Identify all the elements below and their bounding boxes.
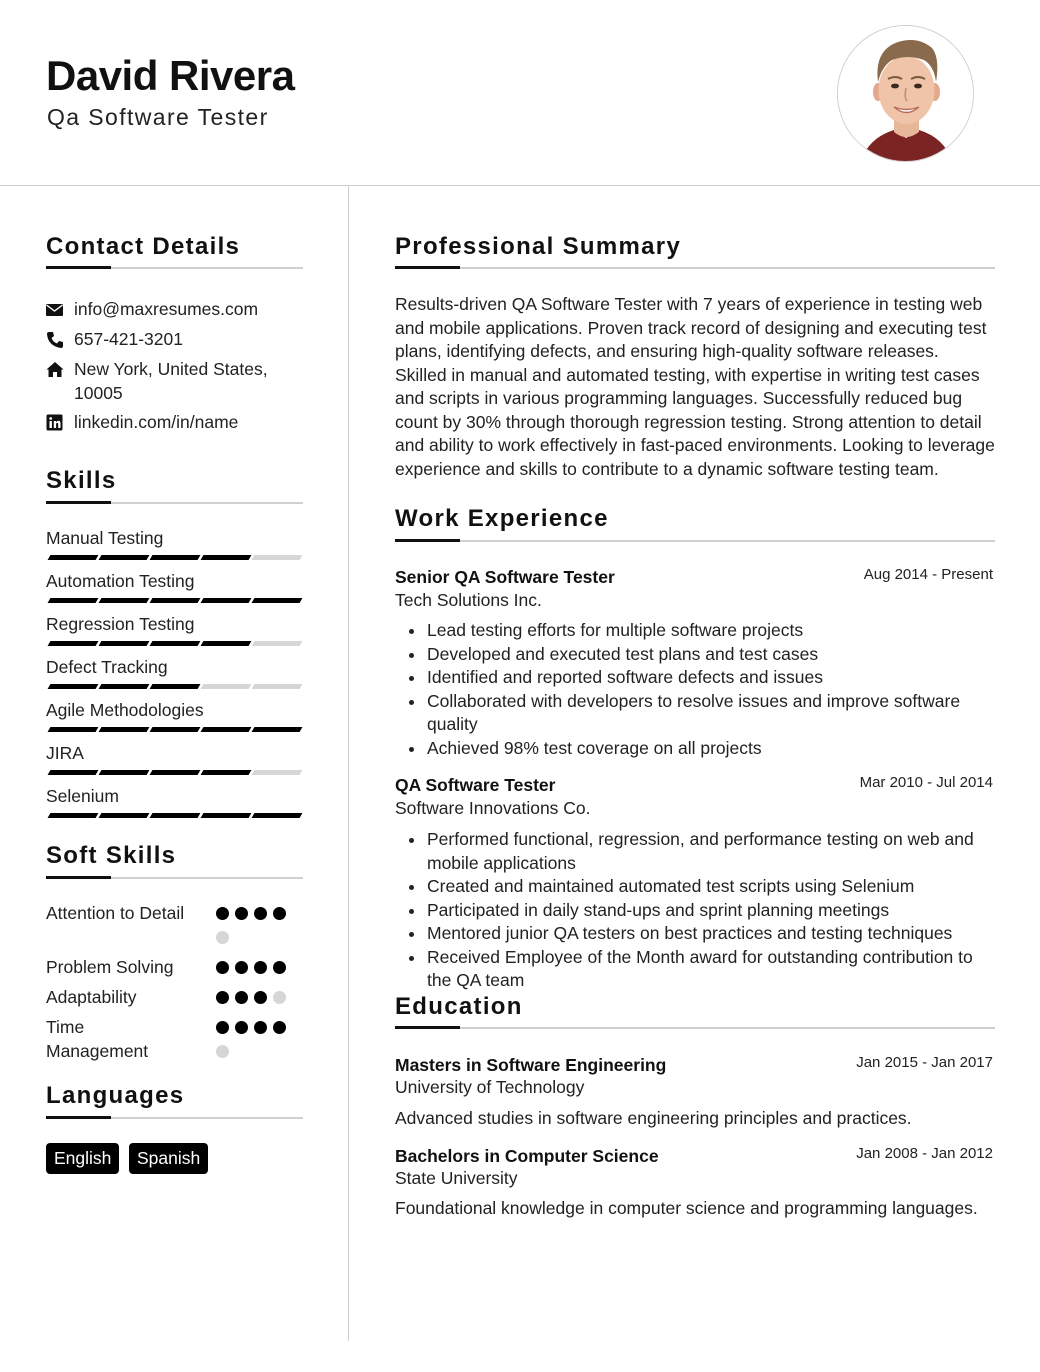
skill-label: Agile Methodologies xyxy=(46,700,204,720)
languages-heading: Languages xyxy=(46,1082,185,1109)
skill-item xyxy=(46,742,302,764)
skill-level-segment xyxy=(150,555,201,560)
skill-level-bar xyxy=(46,641,302,646)
candidate-name: David Rivera xyxy=(46,52,295,99)
rating-dot xyxy=(216,907,229,920)
job-dates: Mar 2010 - Jul 2014 xyxy=(859,774,993,791)
soft-skills-heading: Soft Skills xyxy=(46,842,177,869)
language-badge-english: English xyxy=(46,1143,119,1174)
degree-description: Advanced studies in software engineering principles and practices. xyxy=(395,1108,912,1128)
skill-level-segment xyxy=(99,727,150,732)
skill-level-segment xyxy=(150,813,201,818)
degree-dates: Jan 2015 - Jan 2017 xyxy=(856,1054,993,1071)
skill-level-segment xyxy=(201,555,252,560)
skill-level-segment xyxy=(99,770,150,775)
skill-level-bar xyxy=(46,684,302,689)
job-title: Senior QA Software Tester xyxy=(395,567,615,587)
skill-level-segment xyxy=(201,598,252,603)
skill-level-segment xyxy=(150,641,201,646)
rating-dot xyxy=(216,1021,229,1034)
skill-label: Selenium xyxy=(46,786,119,806)
list-item: Lead testing efforts for multiple software projects xyxy=(395,619,995,643)
list-item: Achieved 98% test coverage on all projects xyxy=(395,737,995,761)
skill-level-segment xyxy=(201,727,252,732)
skill-item xyxy=(46,656,302,678)
skill-label: Regression Testing xyxy=(46,614,195,634)
contact-linkedin-text: linkedin.com/in/name xyxy=(74,412,239,432)
skill-level-bar xyxy=(46,598,302,603)
school-name: University of Technology xyxy=(395,1077,585,1097)
job-bullets xyxy=(395,619,995,760)
list-item: Received Employee of the Month award for outstanding contribution to the QA team xyxy=(395,946,995,993)
skill-level-segment xyxy=(201,684,252,689)
rating-dot xyxy=(254,991,267,1004)
rating-dot xyxy=(235,907,248,920)
summary-heading-rule xyxy=(395,267,995,269)
job-company: Tech Solutions Inc. xyxy=(395,590,542,610)
skill-level-segment xyxy=(48,770,99,775)
rating-dot xyxy=(254,907,267,920)
soft-skill-label: Time Management xyxy=(46,1017,149,1061)
soft-skill-label: Adaptability xyxy=(46,987,137,1007)
skill-level-segment xyxy=(48,598,99,603)
rating-dot xyxy=(216,991,229,1004)
rating-dot xyxy=(254,961,267,974)
skill-level-segment xyxy=(99,813,150,818)
skill-level-segment xyxy=(150,684,201,689)
list-item: Collaborated with developers to resolve issues and improve software quality xyxy=(395,690,995,737)
summary-heading: Professional Summary xyxy=(395,233,682,260)
rating-dot xyxy=(273,961,286,974)
skill-item xyxy=(46,613,302,635)
rating-dot xyxy=(216,931,229,944)
experience-heading: Work Experience xyxy=(395,505,609,532)
rating-dot xyxy=(235,991,248,1004)
profile-photo xyxy=(837,25,974,162)
skill-level-segment xyxy=(252,684,303,689)
rating-dot xyxy=(273,991,286,1004)
list-item: Created and maintained automated test scripts using Selenium xyxy=(395,875,995,899)
job-bullets xyxy=(395,828,995,993)
column-divider xyxy=(348,186,349,1341)
language-badge-spanish: Spanish xyxy=(129,1143,208,1174)
job-dates: Aug 2014 - Present xyxy=(863,566,993,583)
candidate-title: Qa Software Tester xyxy=(47,104,269,130)
skill-label: Defect Tracking xyxy=(46,657,168,677)
rating-dot xyxy=(273,907,286,920)
skill-level-segment xyxy=(252,770,303,775)
skill-level-segment xyxy=(252,813,303,818)
skill-level-bar xyxy=(46,813,302,818)
soft-skill-label: Attention to Detail xyxy=(46,903,185,923)
skill-level-segment xyxy=(252,727,303,732)
resume-header xyxy=(0,0,1040,186)
experience-heading-rule xyxy=(395,540,995,542)
skill-label: Manual Testing xyxy=(46,528,164,548)
rating-dot xyxy=(216,1045,229,1058)
skill-level-segment xyxy=(48,684,99,689)
skill-level-segment xyxy=(48,813,99,818)
skill-level-bar xyxy=(46,727,302,732)
skill-label: Automation Testing xyxy=(46,571,195,591)
skill-level-segment xyxy=(252,598,303,603)
list-item: Participated in daily stand-ups and sprint planning meetings xyxy=(395,899,995,923)
list-item: Identified and reported software defects and issues xyxy=(395,666,995,690)
skill-level-segment xyxy=(99,684,150,689)
list-item: Performed functional, regression, and performance testing on web and mobile applications xyxy=(395,828,995,875)
skill-label: JIRA xyxy=(46,743,84,763)
linkedin-icon xyxy=(46,414,64,432)
rating-dot xyxy=(273,1021,286,1034)
skill-level-segment xyxy=(150,770,201,775)
education-heading-rule xyxy=(395,1027,995,1029)
home-icon xyxy=(46,361,64,379)
list-item: Mentored junior QA testers on best practices and testing techniques xyxy=(395,922,995,946)
contact-address-text: New York, United States, 10005 xyxy=(74,359,268,403)
skill-item xyxy=(46,785,302,807)
email-icon xyxy=(46,301,64,319)
skill-level-segment xyxy=(48,727,99,732)
skill-level-segment xyxy=(252,555,303,560)
skill-item xyxy=(46,570,302,592)
skill-item xyxy=(46,699,302,721)
contact-phone-text: 657-421-3201 xyxy=(74,329,183,349)
summary-text: Results-driven QA Software Tester with 7 years of experience in testing web and mobile applications. Proven track record of designing and executing test plans, identifying defects, and ensuring high-quality software releases. Skilled in manual and automated testing, with expertise in writing test cases and scripts in various programming languages. Successfully reduced bug count by 30% through thorough regression testing. Strong attention to detail and ability to work effectively in fast-paced environments. Looking to leverage experience and skills to contribute to a dynamic software testing team. xyxy=(395,294,995,479)
skill-level-segment xyxy=(252,641,303,646)
contact-heading-rule xyxy=(46,267,303,269)
languages-heading-rule xyxy=(46,1117,303,1119)
skill-level-segment xyxy=(201,641,252,646)
rating-dot xyxy=(254,1021,267,1034)
job-company: Software Innovations Co. xyxy=(395,798,591,818)
skills-heading-rule xyxy=(46,502,303,504)
rating-dot xyxy=(216,961,229,974)
degree-title: Bachelors in Computer Science xyxy=(395,1146,659,1166)
skills-heading: Skills xyxy=(46,467,117,494)
degree-title: Masters in Software Engineering xyxy=(395,1055,667,1075)
skill-level-segment xyxy=(99,598,150,603)
skill-level-segment xyxy=(48,641,99,646)
soft-skill-label: Problem Solving xyxy=(46,957,174,977)
skill-level-segment xyxy=(48,555,99,560)
school-name: State University xyxy=(395,1168,518,1188)
education-heading: Education xyxy=(395,993,523,1020)
skill-item xyxy=(46,527,302,549)
contact-email-text: info@maxresumes.com xyxy=(74,299,259,319)
skill-level-segment xyxy=(150,727,201,732)
list-item: Developed and executed test plans and test cases xyxy=(395,643,995,667)
skill-level-segment xyxy=(201,770,252,775)
soft-skills-heading-rule xyxy=(46,877,303,879)
skill-level-bar xyxy=(46,555,302,560)
skill-level-segment xyxy=(150,598,201,603)
rating-dot xyxy=(235,1021,248,1034)
phone-icon xyxy=(46,331,64,349)
skill-level-segment xyxy=(99,641,150,646)
degree-description: Foundational knowledge in computer science and programming languages. xyxy=(395,1198,978,1218)
skill-level-bar xyxy=(46,770,302,775)
degree-dates: Jan 2008 - Jan 2012 xyxy=(856,1145,993,1162)
rating-dot xyxy=(235,961,248,974)
skill-level-segment xyxy=(201,813,252,818)
contact-heading: Contact Details xyxy=(46,233,241,260)
skill-level-segment xyxy=(99,555,150,560)
job-title: QA Software Tester xyxy=(395,775,556,795)
